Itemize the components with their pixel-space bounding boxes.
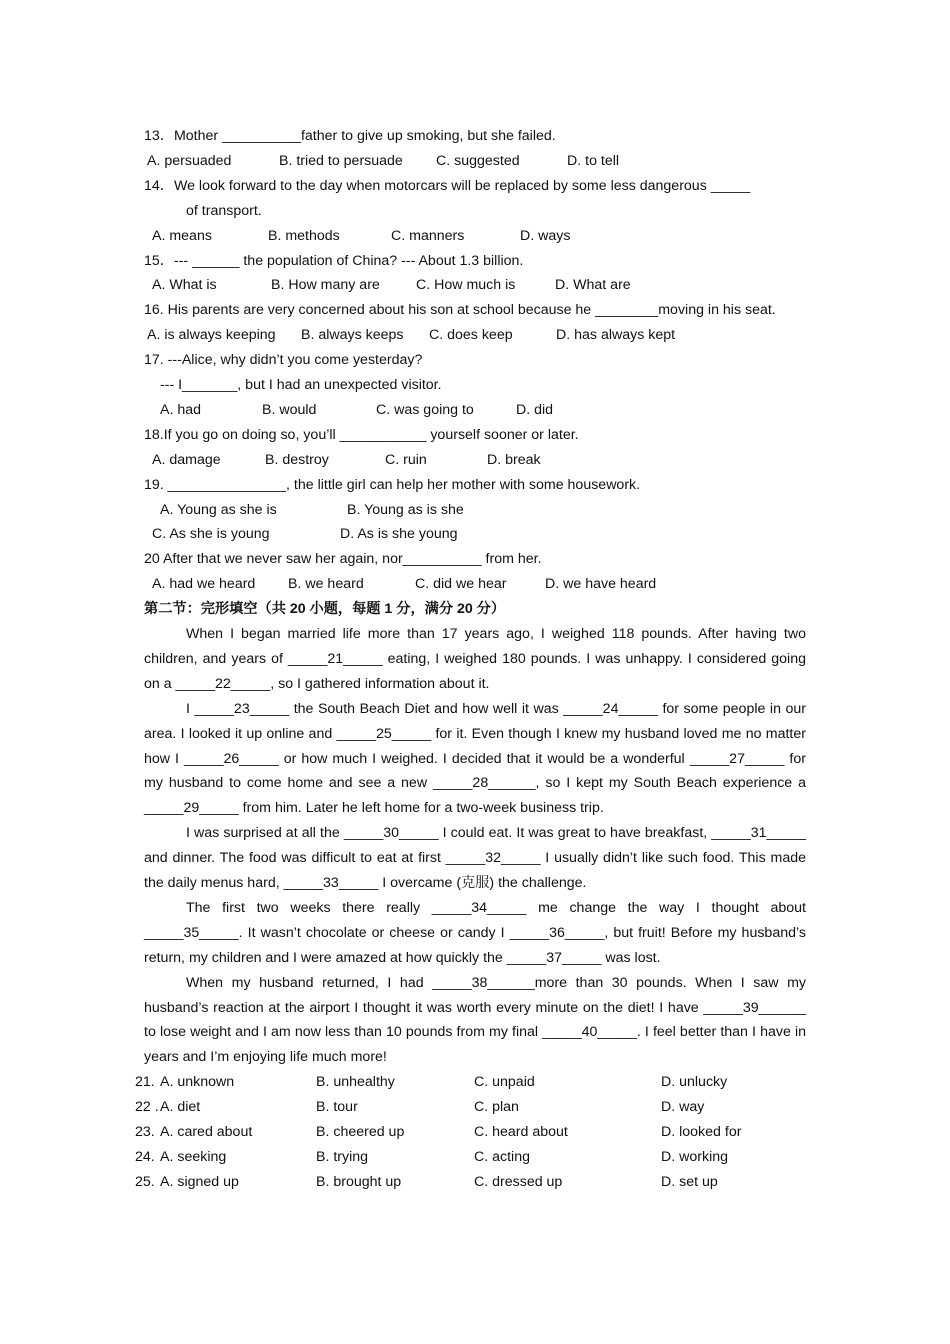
option-b: B. How many are — [271, 277, 380, 294]
option-b: B. tour — [316, 1099, 358, 1116]
option-c: C. plan — [474, 1099, 519, 1116]
option-a: A. unknown — [160, 1074, 235, 1091]
option-c: C. heard about — [474, 1124, 568, 1141]
question-15-options — [144, 273, 806, 298]
passage-paragraph-5: When my husband returned, I had _____38______more than 30 pounds. When I saw my husband’s reaction at the airport I thought it was worth every minute on the diet! I have _____39______ to lose weight and I am now less than 10 pounds from my final _____40_____. I feel better than I have in years and I’m enjoying life much more! — [144, 974, 806, 1066]
option-d: D. has always kept — [556, 327, 676, 344]
option-b: B. unhealthy — [316, 1074, 395, 1091]
option-a: A. means — [152, 227, 212, 244]
option-c: C. acting — [474, 1148, 530, 1165]
option-b: B. brought up — [316, 1173, 402, 1190]
question-20-options — [144, 572, 806, 597]
question-number: 23. — [135, 1124, 155, 1141]
question-number: 21. — [135, 1074, 155, 1091]
option-c: C. How much is — [416, 277, 516, 294]
question-17-stem: 17. ---Alice, why didn’t you come yesterday? — [144, 352, 423, 369]
exam-page — [135, 124, 806, 1195]
question-number: 22 . — [135, 1099, 159, 1116]
passage-paragraph-2: I _____23_____ the South Beach Diet and how well it was _____24_____ for some people in our area. I looked it up online and _____25_____ for it. Even though I knew my husband loved me no matter how I _____26_____ or how much I weighed. I decided that it would be a wonderful _____27_____ for my husband to come home and see a new _____28______, so I kept my South Beach experience a _____29_____ from him. Later he left home for a two-week business trip. — [144, 700, 806, 817]
question-17-continuation: --- I_______, but I had an unexpected visitor. — [160, 377, 442, 393]
question-number: 25. — [135, 1173, 155, 1190]
option-c: C. As she is young — [152, 526, 270, 543]
question-19-options-row2 — [144, 522, 806, 547]
option-d: D. break — [487, 451, 541, 468]
option-c: C. was going to — [376, 401, 474, 418]
question-19-stem: 19. _______________, the little girl can help her mother with some housework. — [144, 476, 641, 493]
option-b: B. would — [262, 401, 317, 418]
option-d: D. set up — [661, 1173, 718, 1190]
answer-row-25 — [135, 1170, 806, 1195]
option-d: D. way — [661, 1099, 705, 1116]
option-b: B. trying — [316, 1148, 369, 1165]
option-b: B. cheered up — [316, 1124, 405, 1141]
option-d: D. looked for — [661, 1124, 742, 1141]
option-b: B. destroy — [265, 451, 329, 468]
option-a: A. cared about — [160, 1124, 253, 1141]
answer-row-24 — [135, 1145, 806, 1170]
passage-paragraph-3: I was surprised at all the _____30_____ I could eat. It was great to have breakfast, _____31_____ and dinner. The food was difficult to eat at first _____32_____ I usually didn’t like such food. This made the daily menus hard, _____33_____ I overcame (克服) the challenge. — [144, 825, 806, 892]
option-b: B. Young as is she — [347, 501, 464, 518]
option-c: C. dressed up — [474, 1173, 563, 1190]
option-a: A. Young as she is — [160, 501, 277, 518]
option-a: A. What is — [152, 277, 217, 294]
question-number: 24. — [135, 1148, 155, 1165]
option-a: A. seeking — [160, 1148, 227, 1165]
option-a: A. had — [160, 401, 202, 418]
option-d: D. we have heard — [545, 576, 657, 593]
option-a: A. is always keeping — [147, 327, 276, 344]
answer-row-23 — [135, 1120, 806, 1145]
option-c: C. suggested — [436, 152, 520, 169]
option-d: D. As is she young — [340, 526, 458, 543]
passage-paragraph-1: When I began married life more than 17 years ago, I weighed 118 pounds. After having two children, and years of _____21_____ eating, I weighed 180 pounds. I was unhappy. I considered going on a _____22_____, so I gathered information about it. — [144, 625, 806, 692]
question-18-stem: 18.If you go on doing so, you’ll ___________ yourself sooner or later. — [144, 426, 579, 443]
option-a: A. signed up — [160, 1173, 239, 1190]
option-a: A. diet — [160, 1099, 201, 1116]
option-d: D. unlucky — [661, 1074, 728, 1091]
question-14-options — [144, 224, 806, 249]
answer-row-21 — [135, 1070, 806, 1095]
option-d: D. What are — [555, 277, 631, 294]
option-b: B. methods — [268, 227, 340, 244]
answer-options-grid — [135, 1070, 806, 1194]
question-16-stem: 16. His parents are very concerned about his son at school because he ________moving in his seat. — [144, 302, 776, 319]
section-2-heading: 第二节：完形填空（共 20 小题，每题 1 分，满分 20 分） — [144, 601, 506, 618]
option-a: A. persuaded — [147, 152, 232, 169]
question-19-options-row1 — [144, 498, 806, 523]
question-15-stem: 15．--- ______ the population of China? --- About 1.3 billion. — [144, 252, 524, 269]
option-c: C. ruin — [385, 451, 427, 468]
option-b: B. always keeps — [301, 327, 404, 344]
option-d: D. working — [661, 1148, 729, 1165]
question-16-options — [144, 323, 806, 348]
question-17-options — [144, 398, 806, 423]
option-c: C. manners — [391, 227, 465, 244]
option-d: D. did — [516, 401, 554, 418]
option-b: B. we heard — [288, 576, 364, 593]
question-13-stem: 13．Mother __________father to give up smoking, but she failed. — [144, 128, 556, 144]
option-d: D. to tell — [567, 152, 620, 169]
question-14-stem: 14．We look forward to the day when motorcars will be replaced by some less dangerous _____ — [144, 177, 751, 194]
option-d: D. ways — [520, 227, 571, 244]
option-a: A. damage — [152, 451, 221, 468]
passage-paragraph-4: The first two weeks there really _____34_____ me change the way I thought about _____35_____. It wasn’t chocolate or cheese or candy I _____36_____, but fruit! Before my husband’s return, my children and I were amazed at how quickly the _____37_____ was lost. — [144, 899, 806, 966]
option-a: A. had we heard — [152, 576, 256, 593]
option-c: C. unpaid — [474, 1074, 535, 1091]
question-13-options — [144, 149, 806, 174]
option-b: B. tried to persuade — [279, 152, 403, 169]
option-c: C. does keep — [429, 327, 513, 344]
option-c: C. did we hear — [415, 576, 507, 593]
answer-row-22 — [135, 1095, 806, 1120]
question-18-options — [144, 448, 806, 473]
question-20-stem: 20 After that we never saw her again, nor__________ from her. — [144, 551, 542, 568]
question-14-continuation: of transport. — [186, 202, 262, 219]
